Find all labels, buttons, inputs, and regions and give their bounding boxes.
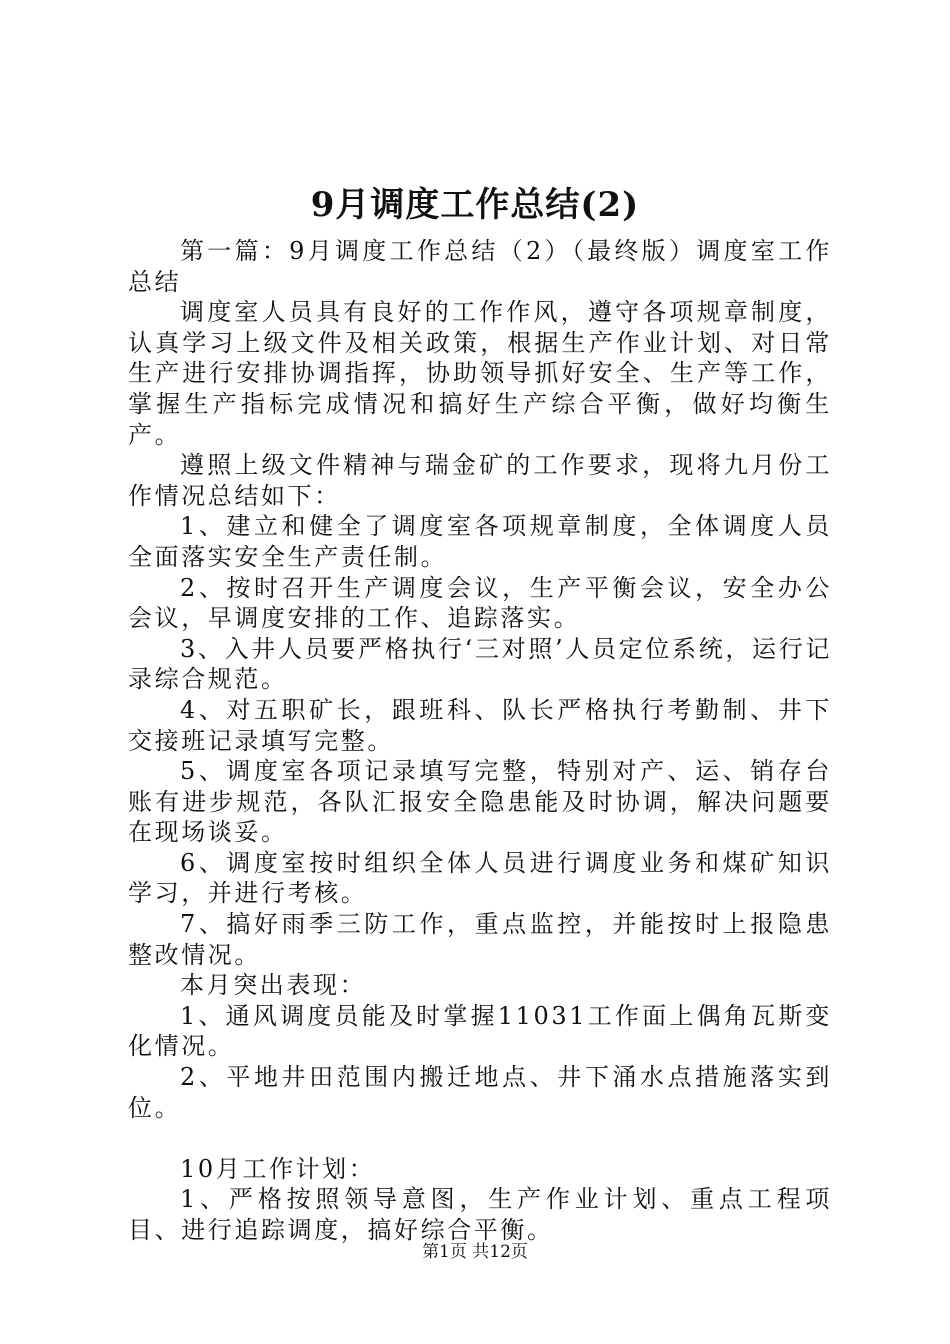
list-item: 1、建立和健全了调度室各项规章制度，全体调度人员全面落实安全生产责任制。 [128, 512, 832, 571]
section-heading-plan: 10月工作计划： [180, 1154, 376, 1183]
paragraph-summary-lead: 遵照上级文件精神与瑞金矿的工作要求，现将九月份工作情况总结如下： [128, 451, 832, 510]
list-item: 4、对五职矿长，跟班科、队长严格执行考勤制、井下交接班记录填写完整。 [128, 695, 832, 755]
list-item: 7、搞好雨季三防工作，重点监控，并能按时上报隐患整改情况。 [128, 910, 832, 969]
paragraph-heading: 第一篇：9月调度工作总结（2）（最终版）调度室工作总结 [128, 237, 832, 296]
list-item: 1、通风调度员能及时掌握11031工作面上偶角瓦斯变化情况。 [128, 1001, 832, 1061]
paragraph-intro: 调度室人员具有良好的工作作风，遵守各项规章制度，认真学习上级文件及相关政策，根据生产作业计划、对日常生产进行安排协调指挥，协助领导抓好安全、生产等工作，掌握生产指标完成情况和搞好生产综合平衡，做好均衡生产。 [128, 298, 832, 449]
section-heading-highlights: 本月突出表现： [180, 971, 367, 1000]
list-item: 5、调度室各项记录填写完整，特别对产、运、销存台账有进步规范，各队汇报安全隐患能及时协调，解决问题要在现场谈妥。 [128, 757, 832, 847]
blank-line [128, 1123, 832, 1154]
document-title: 9月调度工作总结(2) [310, 185, 640, 225]
document-body [128, 236, 832, 1246]
list-item: 3、入井人员要严格执行‘三对照’人员定位系统，运行记录综合规范。 [128, 634, 832, 694]
list-item: 2、平地井田范围内搬迁地点、井下涌水点措施落实到位。 [128, 1063, 832, 1122]
list-item: 1、严格按照领导意图，生产作业计划、重点工程项目、进行追踪调度，搞好综合平衡。 [128, 1185, 832, 1244]
list-item: 6、调度室按时组织全体人员进行调度业务和煤矿知识学习，并进行考核。 [128, 848, 832, 908]
page-footer: 第1页 共12页 [422, 1242, 528, 1262]
list-item: 2、按时召开生产调度会议，生产平衡会议，安全办公会议，早调度安排的工作、追踪落实。 [128, 573, 832, 633]
